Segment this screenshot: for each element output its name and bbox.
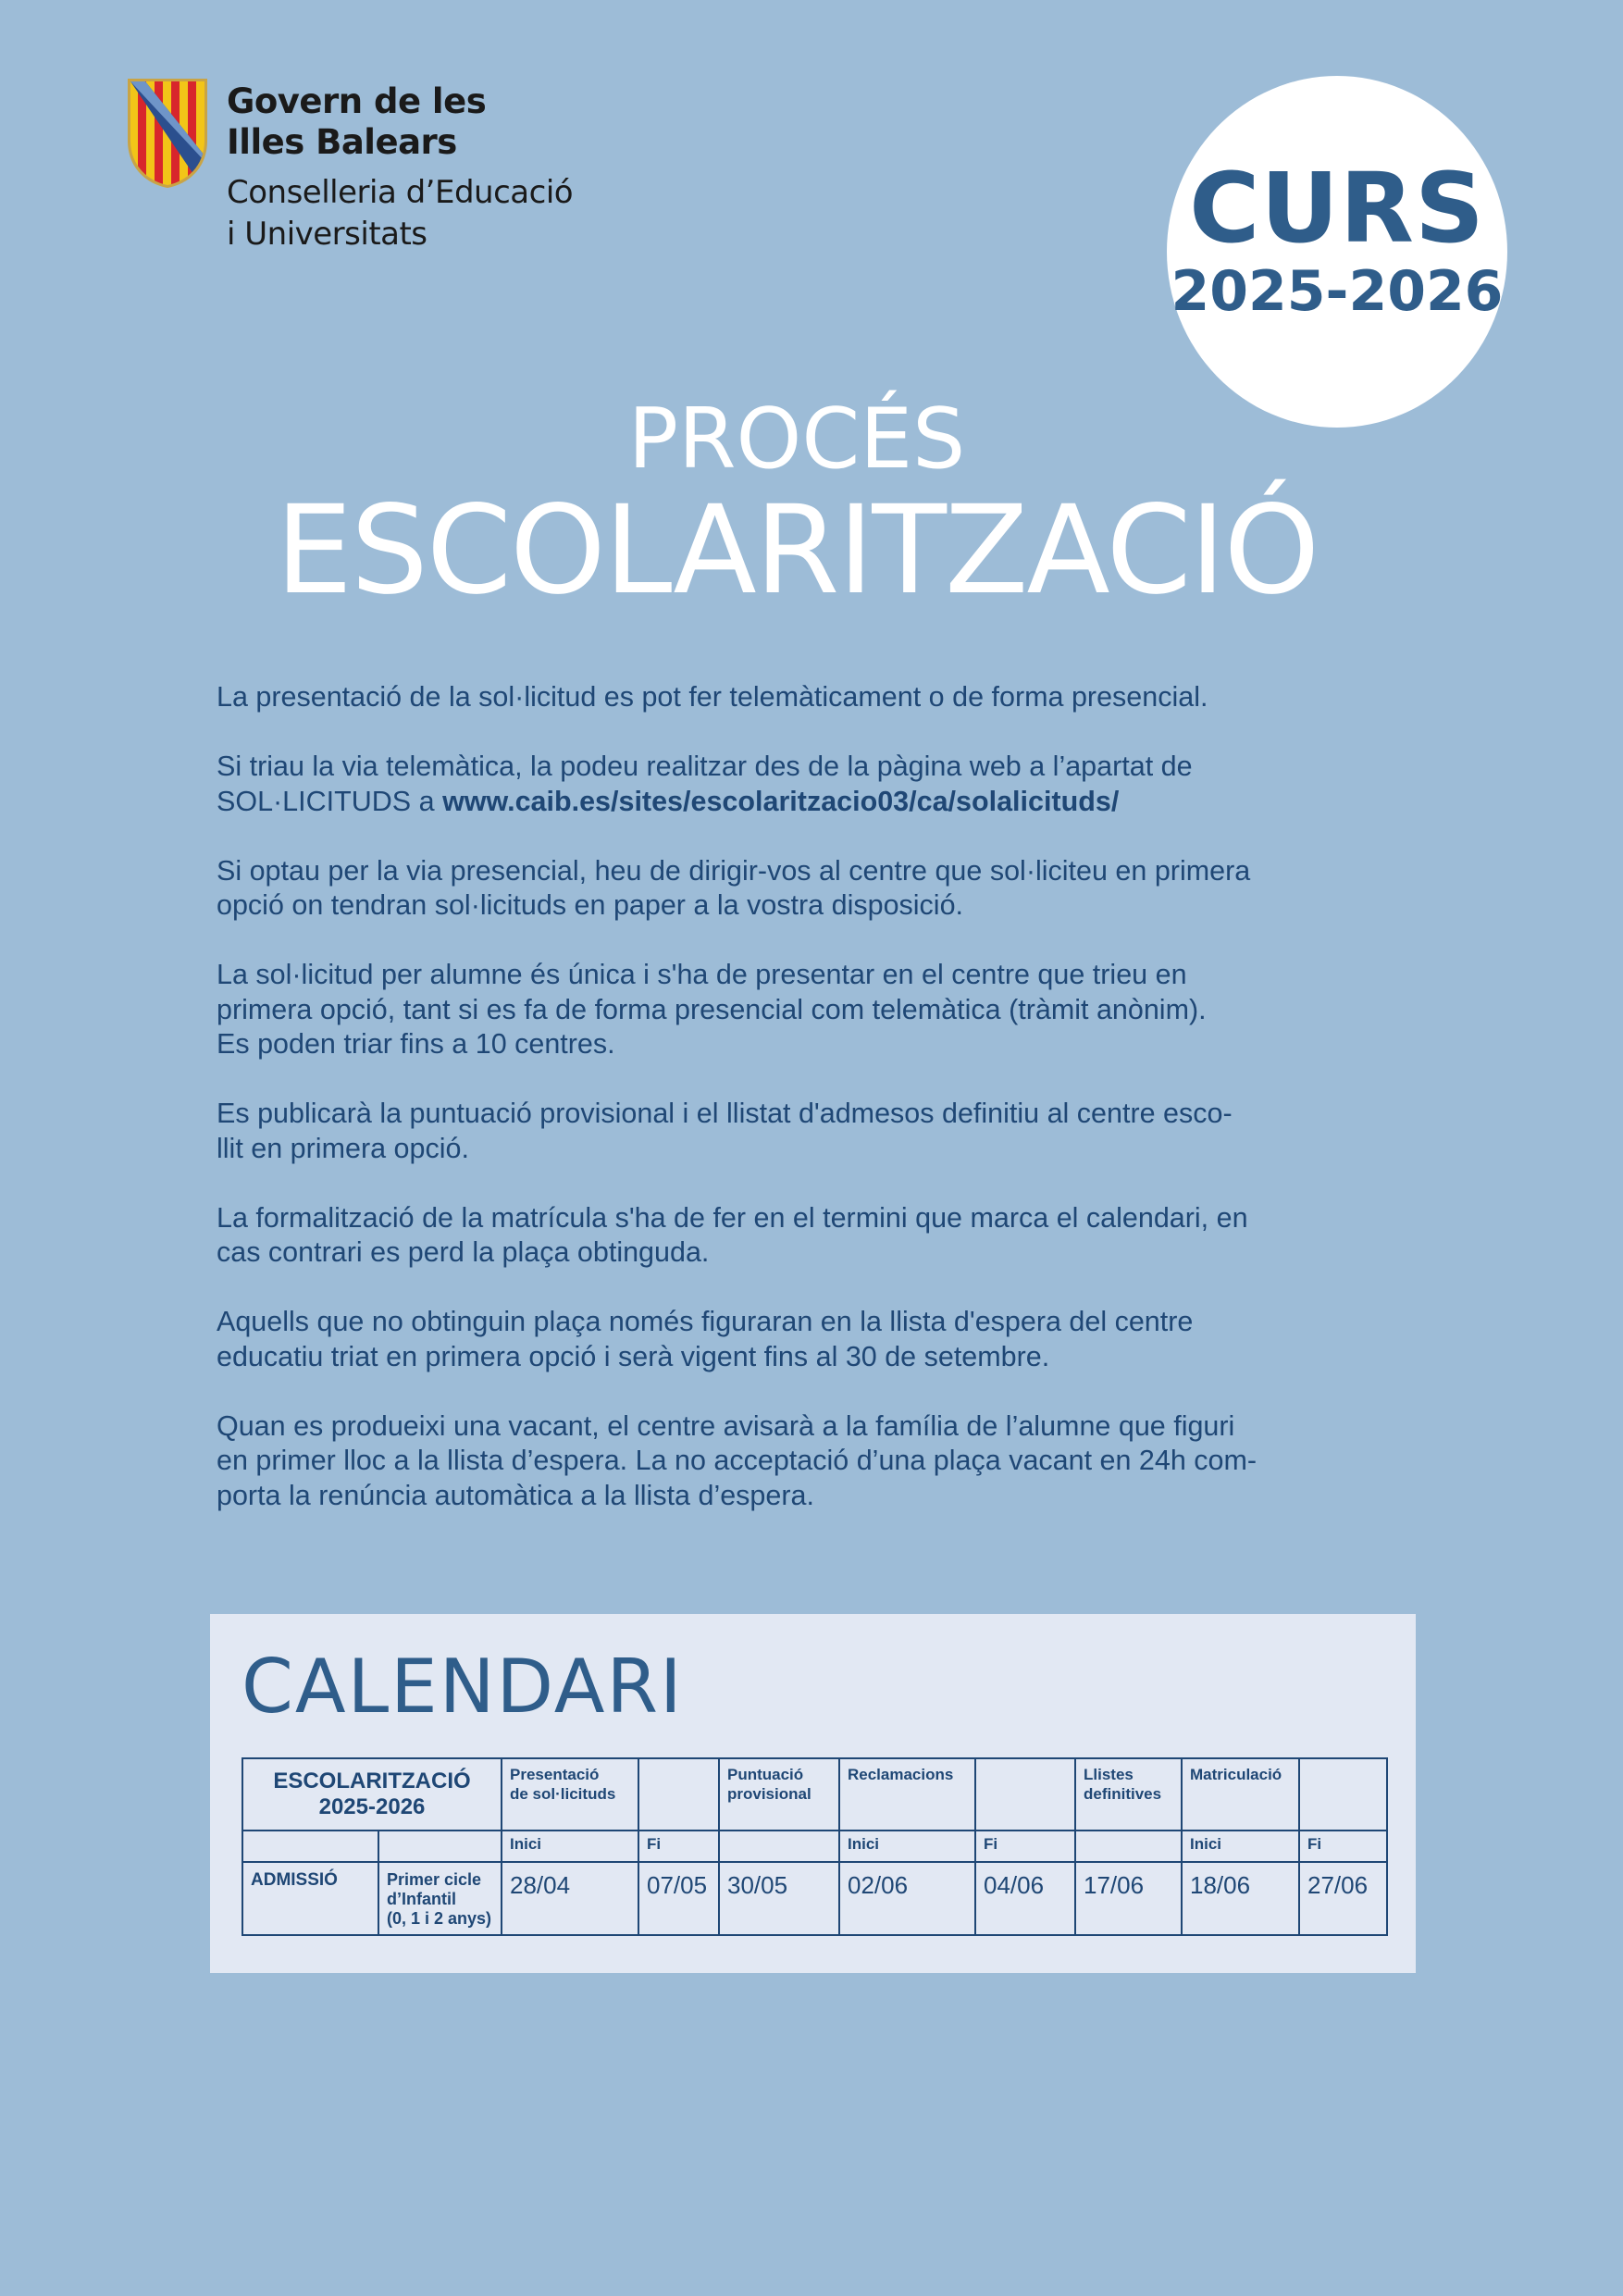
date-cell: 30/05	[719, 1862, 839, 1935]
subheader-inici: Inici	[502, 1831, 638, 1862]
calendar-table	[242, 1757, 1388, 1936]
body-text	[217, 680, 1419, 1548]
subheader-empty	[242, 1831, 378, 1862]
date-cell: 17/06	[1075, 1862, 1182, 1935]
paragraph-2	[217, 750, 1419, 819]
logo-line-illes: Illes Balears	[227, 122, 457, 162]
title-escolaritzacio: ESCOLARITZACIÓ	[275, 479, 1319, 622]
date-cell: 27/06	[1299, 1862, 1387, 1935]
subheader-fi: Fi	[1299, 1831, 1387, 1862]
solicituds-link[interactable]: www.caib.es/sites/escolaritzacio03/ca/solalicituds/	[442, 785, 1120, 817]
course-badge-word: CURS	[1189, 152, 1485, 265]
date-cell: 18/06	[1182, 1862, 1299, 1935]
subheader-inici: Inici	[839, 1831, 975, 1862]
header-puntuacio: Puntuació provisional	[719, 1758, 839, 1831]
paragraph-5: Es publicarà la puntuació provisional i el llistat d'admesos definitiu al centre esco- llit en primera opció.	[217, 1098, 1233, 1164]
course-badge-years: 2025-2026	[1171, 259, 1504, 324]
row-label-admissio: ADMISSIÓ	[242, 1862, 378, 1935]
paragraph-8: Quan es produeixi una vacant, el centre avisarà a la família de l’alumne que figuri en primer lloc a la llista d’espera. La no acceptació d’una plaça vacant en 24h com- porta la renúncia automàtica a la llista d’espera.	[217, 1409, 1258, 1511]
govern-logo	[125, 76, 606, 270]
calendar-title: CALENDARI	[242, 1644, 684, 1730]
header-reclamacions: Reclamacions	[839, 1758, 975, 1831]
paragraph-7: Aquells que no obtinguin plaça només figuraran en la llista d'espera del centre educatiu triat en primera opció i serà vigent fins al 30 de setembre.	[217, 1306, 1194, 1372]
subheader-fi: Fi	[975, 1831, 1075, 1862]
date-cell: 02/06	[839, 1862, 975, 1935]
header-empty	[975, 1758, 1075, 1831]
subheader-empty	[378, 1831, 502, 1862]
date-cell: 28/04	[502, 1862, 638, 1935]
subheader-empty	[1075, 1831, 1182, 1862]
paragraph-2-text: Si triau la via telemàtica, la podeu realitzar des de la pàgina web a l’apartat de SOL·LICITUDS a	[217, 751, 1193, 817]
logo-line-universitats: i Universitats	[227, 216, 427, 253]
paragraph-4: La sol·licitud per alumne és única i s'ha de presentar en el centre que trieu en primera opció, tant si es fa de forma presencial com telemàtica (tràmit anònim). Es poden triar fins a 10 centres.	[217, 959, 1207, 1060]
row-label-cicle: Primer cicle d’Infantil (0, 1 i 2 anys)	[378, 1862, 502, 1935]
course-badge	[1167, 76, 1507, 428]
date-cell: 07/05	[638, 1862, 719, 1935]
header-matriculacio: Matriculació	[1182, 1758, 1299, 1831]
header-empty	[1299, 1758, 1387, 1831]
balearic-shield-icon	[125, 76, 210, 189]
logo-line-govern: Govern de les	[227, 81, 487, 121]
header-empty	[638, 1758, 719, 1831]
header-llistes: Llistes definitives	[1075, 1758, 1182, 1831]
subheader-inici: Inici	[1182, 1831, 1299, 1862]
paragraph-6: La formalització de la matrícula s'ha de fer en el termini que marca el calendari, en cas contrari es perd la plaça obtinguda.	[217, 1201, 1248, 1268]
logo-line-conselleria: Conselleria d’Educació	[227, 174, 574, 211]
paragraph-1: La presentació de la sol·licitud es pot fer telemàticament o de forma presencial.	[217, 681, 1208, 713]
table-title: ESCOLARITZACIÓ 2025-2026	[242, 1758, 502, 1831]
subheader-fi: Fi	[638, 1831, 719, 1862]
date-cell: 04/06	[975, 1862, 1075, 1935]
paragraph-3: Si optau per la via presencial, heu de dirigir-vos al centre que sol·liciteu en primera opció on tendran sol·licituds en paper a la vostra disposició.	[217, 854, 1251, 921]
title-proces: PROCÉS	[627, 391, 966, 488]
subheader-empty	[719, 1831, 839, 1862]
calendar-panel	[210, 1614, 1416, 1973]
header-presentacio: Presentació de sol·licituds	[502, 1758, 638, 1831]
